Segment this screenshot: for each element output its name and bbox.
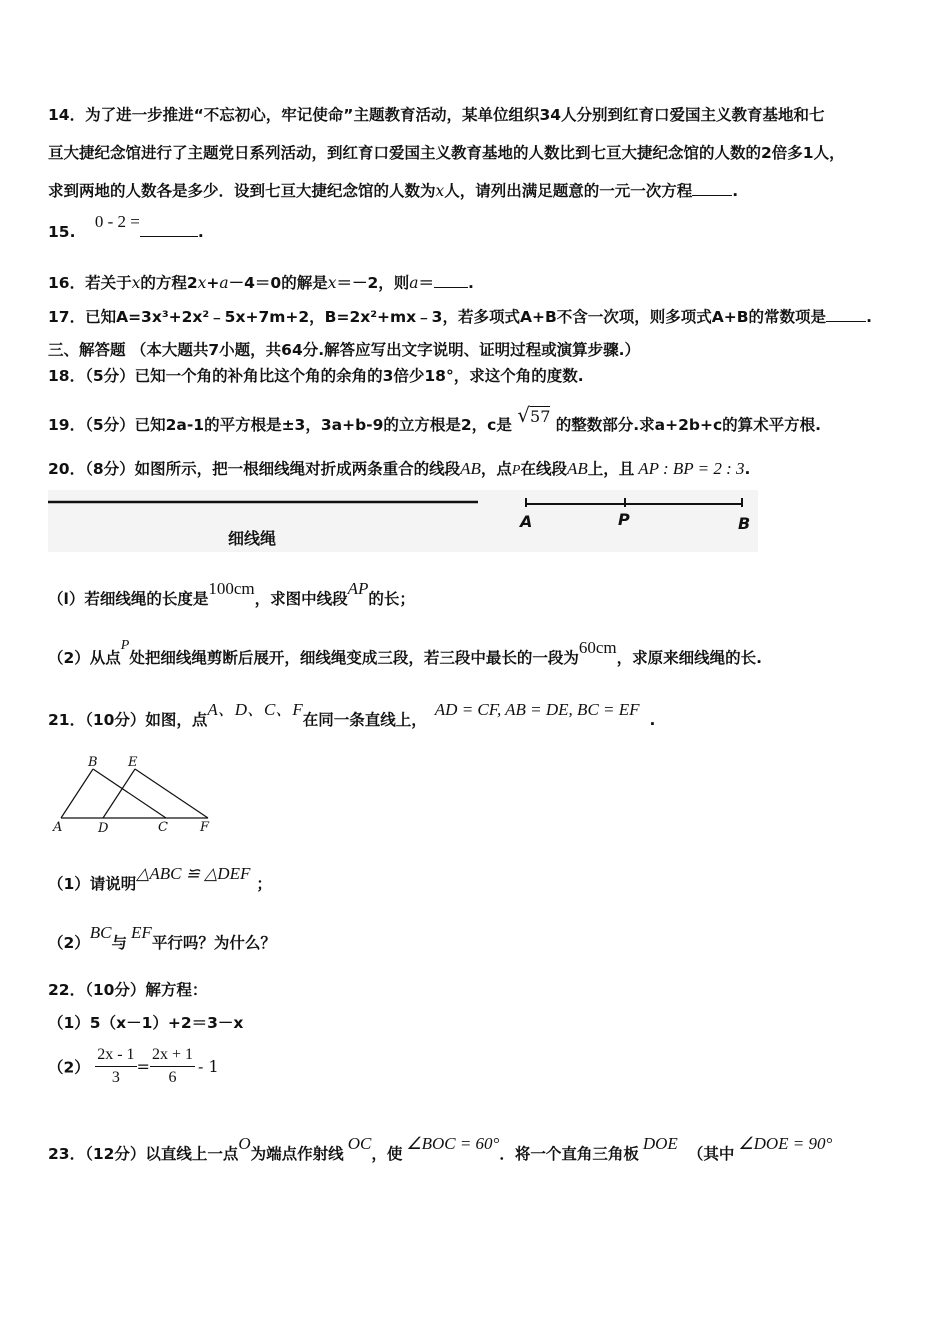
q23: 23．（12分）以直线上一点O为端点作射线OC，使∠BOC = 60°．将一个直角三角板DOE（其中∠DOE = 90° (48, 1134, 833, 1163)
q22-sub2: （2） $\frac{2x - 1}{3}$ = $\frac{2x + 1}{6}$ - 1 (48, 1046, 219, 1086)
fraction-right: $\frac{2x + 1}{6}$ (151, 1046, 193, 1086)
q22-title: 22．（10分）解方程： (48, 981, 208, 999)
rope-diagram (48, 490, 758, 552)
fraction-left: $\frac{2x - 1}{3}$ (97, 1046, 135, 1086)
q21-sub2: （2）BC与EF平行吗？为什么？ (48, 923, 276, 952)
side-ab (61, 769, 93, 818)
q16: 16．若关于x的方程2x+a－4＝0的解是x＝－2，则a＝ . (48, 274, 474, 292)
fig-label-b: B (88, 755, 98, 770)
rope-figure (48, 490, 758, 552)
section-3-heading: 三、解答题 （本大题共7小题，共64分.解答应写出文字说明、证明过程或演算步骤.） (48, 341, 641, 359)
fig-label-e: E (128, 755, 138, 770)
label-a: A (520, 512, 533, 531)
answer-blank (140, 222, 198, 237)
q14-line3: 求到两地的人数各是多少．设到七亘大捷纪念馆的人数为x人，请列出满足题意的一元一次方程 . (48, 182, 739, 200)
q14-line2: 亘大捷纪念馆进行了主题党日系列活动，到红育口爱国主义教育基地的人数比到七亘大捷纪念馆的人数的2倍多1人， (48, 144, 845, 162)
answer-blank (826, 307, 866, 322)
answer-blank (434, 273, 468, 288)
q21: 21．（10分）如图，点A、D、C、F在同一条直线上，AD = CF, AB = DE, BC = EF. (48, 700, 656, 729)
q17: 17．已知A=3x³+2x²﹣5x+7m+2，B=2x²+mx﹣3，若多项式A+B不含一次项，则多项式A+B的常数项是 . (48, 308, 872, 326)
q21-sub1: （1）请说明△ABC ≌ △DEF； (48, 864, 272, 893)
q14-line1: 14．为了进一步推进“不忘初心，牢记使命”主题教育活动，某单位组织34人分别到红育口爱国主义教育基地和七 (48, 106, 825, 124)
q22-sub1: （1）5（x－1）+2＝3－x (48, 1014, 244, 1032)
q20-sub1: （l）若细线绳的长度是100cm，求图中线段AP的长； (48, 579, 415, 608)
fig-label-f: F (200, 820, 210, 835)
rope-label: 细线绳 (228, 529, 277, 548)
label-b: B (738, 514, 751, 533)
q20-sub2: （2）从点P处把细线绳剪断后展开，细线绳变成三段，若三段中最长的一段为60cm，求原来细线绳的长. (48, 638, 763, 667)
fig-label-a: A (53, 820, 63, 835)
answer-blank (692, 181, 732, 196)
label-p: P (618, 510, 630, 529)
q18: 18．（5分）已知一个角的补角比这个角的余角的3倍少18°，求这个角的度数. (48, 367, 584, 385)
q20: 20．（8分）如图所示，把一根细线绳对折成两条重合的线段AB，点P在线段AB上，且 AP : BP = 2 : 3. (48, 459, 751, 478)
side-ef (135, 769, 208, 818)
sqrt-57: √57 (517, 403, 551, 427)
fig-label-d: D (98, 821, 109, 836)
fig-label-c: C (158, 820, 168, 835)
q15: 15. 0 - 2 =. (48, 212, 204, 241)
q19: 19．（5分）已知2a-1的平方根是±3，3a+b-9的立方根是2，c是 √57 的整数部分.求a+2b+c的算术平方根. (48, 403, 822, 434)
